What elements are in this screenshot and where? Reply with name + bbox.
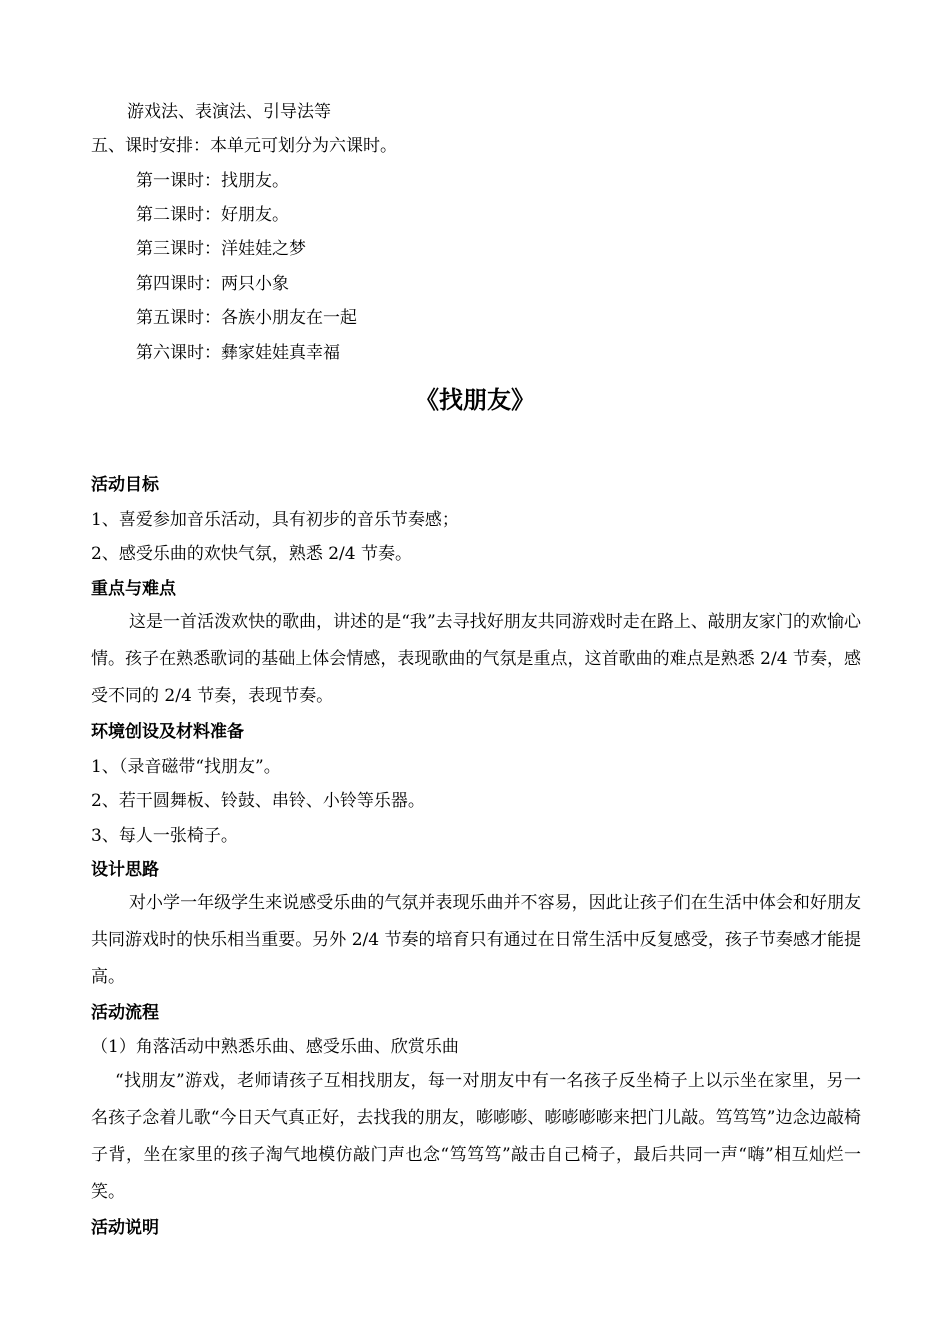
focus-paragraph: 这是一首活泼欢快的歌曲，讲述的是“我”去寻找好朋友共同游戏时走在路上、敲朋友家门的欢愉心情。孩子在熟悉歌词的基础上体会情感，表现歌曲的气氛是重点，这首歌曲的难点是熟悉 2/4 节奏，感受不同的 2/4 节奏，表现节奏。 — [91, 612, 861, 706]
schedule-heading: 五、课时安排：本单元可划分为六课时。 — [91, 136, 397, 156]
design-paragraph: 对小学一年级学生来说感受乐曲的气氛并表现乐曲并不容易，因此让孩子们在生活中体会和好朋友共同游戏时的快乐相当重要。另外 2/4 节奏的培育只有通过在日常生活中反复感受，孩子节奏感才能提高。 — [91, 893, 861, 987]
material-item: 1、（录音磁带“找朋友”。 — [91, 757, 281, 777]
notes-heading: 活动说明 — [91, 1218, 159, 1238]
material-item: 2、若干圆舞板、铃鼓、串铃、小铃等乐器。 — [91, 791, 425, 811]
process-step: （1）角落活动中熟悉乐曲、感受乐曲、欣赏乐曲 — [91, 1037, 459, 1057]
lesson-item: 第一课时：找朋友。 — [136, 171, 289, 191]
process-heading: 活动流程 — [91, 1003, 159, 1023]
goals-heading: 活动目标 — [91, 475, 159, 495]
material-item: 3、每人一张椅子。 — [91, 826, 238, 846]
lesson-item: 第四课时：两只小象 — [136, 274, 289, 294]
lesson-item: 第二课时：好朋友。 — [136, 205, 289, 225]
process-paragraph: “找朋友”游戏，老师请孩子互相找朋友，每一对朋友中有一名孩子反坐椅子上以示坐在家里，另一名孩子念着儿歌“今日天气真正好，去找我的朋友，嘭嘭嘭、嘭嘭嘭嘭来把门儿敲。笃笃笃”边念边敲椅子背，坐在家里的孩子淘气地模仿敲门声也念“笃笃笃”敲击自己椅子，最后共同一声“嗨”相互灿烂一笑。 — [91, 1071, 861, 1202]
page-title: 《找朋友》 — [415, 386, 535, 414]
goal-item: 1、喜爱参加音乐活动，具有初步的音乐节奏感； — [91, 510, 459, 530]
design-heading: 设计思路 — [91, 860, 159, 880]
lesson-item: 第六课时：彝家娃娃真幸福 — [136, 343, 340, 363]
lesson-item: 第三课时：洋娃娃之梦 — [136, 239, 306, 259]
focus-heading: 重点与难点 — [91, 579, 176, 599]
goal-item: 2、感受乐曲的欢快气氛，熟悉 2/4 节奏。 — [91, 544, 412, 564]
materials-heading: 环境创设及材料准备 — [91, 722, 244, 742]
teaching-methods: 游戏法、表演法、引导法等 — [127, 102, 331, 122]
lesson-item: 第五课时：各族小朋友在一起 — [136, 308, 357, 328]
